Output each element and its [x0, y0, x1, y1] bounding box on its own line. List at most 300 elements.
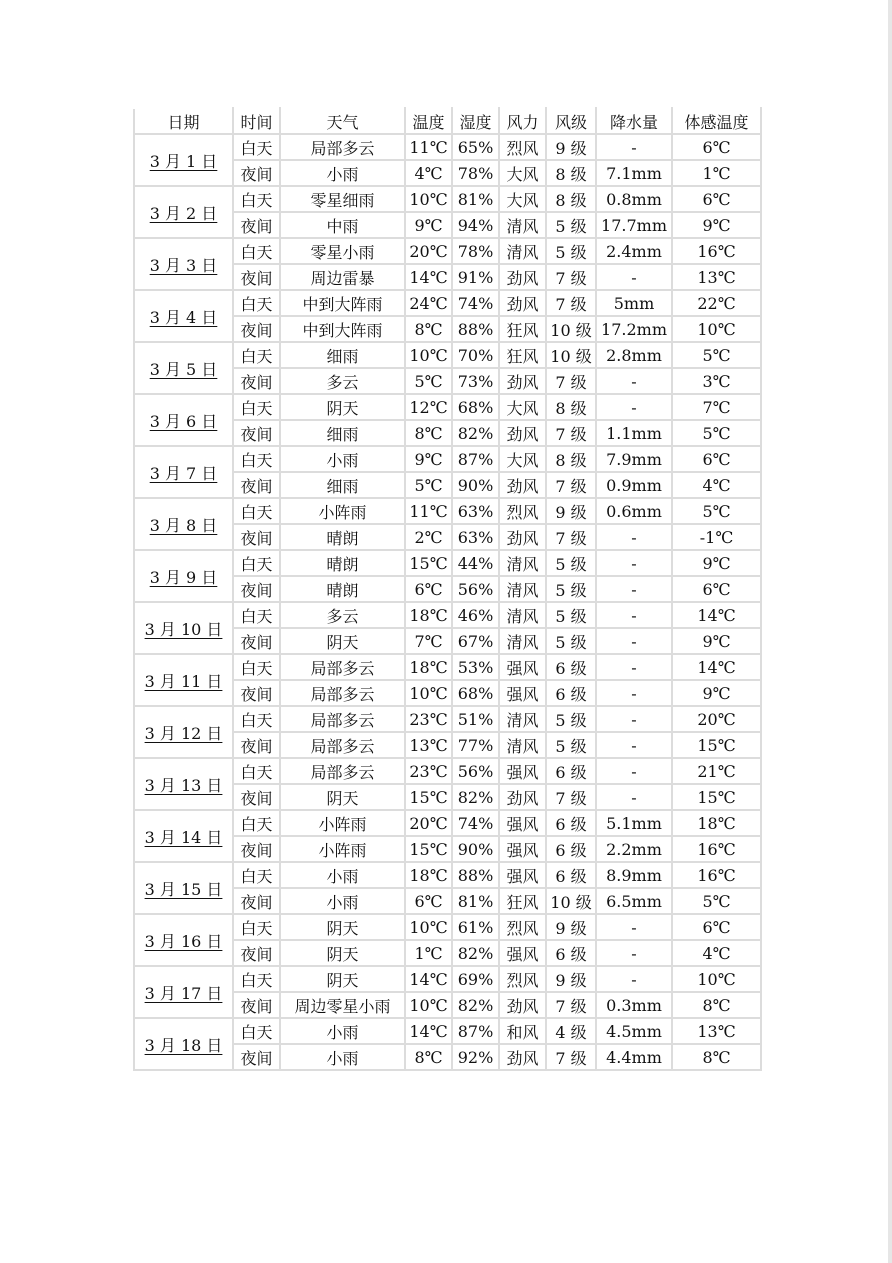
table-row [134, 290, 761, 316]
humidity-cell: 88% [452, 316, 499, 342]
wind-cell: 劲风 [499, 1044, 546, 1070]
wind-level-cell: 4 级 [546, 1018, 596, 1044]
date-link: 3 月 2 日 [149, 203, 218, 223]
date-link: 3 月 11 日 [144, 671, 223, 691]
wind-level-cell: 8 级 [546, 160, 596, 186]
wind-level-cell: 10 级 [546, 316, 596, 342]
temperature-cell: 18℃ [405, 862, 452, 888]
precipitation-cell: - [596, 706, 672, 732]
temperature-cell: 6℃ [405, 576, 452, 602]
wind-cell: 强风 [499, 810, 546, 836]
temperature-cell: 20℃ [405, 810, 452, 836]
date-link: 3 月 10 日 [144, 619, 223, 639]
weather-condition-cell: 小阵雨 [280, 498, 405, 524]
wind-level-cell: 5 级 [546, 238, 596, 264]
feels-like-cell: 14℃ [672, 654, 761, 680]
wind-cell: 强风 [499, 758, 546, 784]
wind-level-cell: 9 级 [546, 914, 596, 940]
wind-level-cell: 7 级 [546, 368, 596, 394]
wind-cell: 清风 [499, 706, 546, 732]
humidity-cell: 81% [452, 186, 499, 212]
date-cell [134, 862, 233, 914]
wind-level-cell: 8 级 [546, 186, 596, 212]
period-time-cell: 白天 [233, 654, 280, 680]
period-time-cell: 白天 [233, 498, 280, 524]
precipitation-cell: 4.5mm [596, 1018, 672, 1044]
date-link: 3 月 16 日 [144, 931, 223, 951]
precipitation-cell: - [596, 680, 672, 706]
wind-cell: 烈风 [499, 914, 546, 940]
table-row [134, 134, 761, 160]
date-link: 3 月 7 日 [149, 463, 218, 483]
precipitation-cell: 5.1mm [596, 810, 672, 836]
header-time: 时间 [233, 108, 280, 134]
feels-like-cell: 21℃ [672, 758, 761, 784]
wind-level-cell: 6 级 [546, 836, 596, 862]
date-cell [134, 290, 233, 342]
humidity-cell: 92% [452, 1044, 499, 1070]
humidity-cell: 67% [452, 628, 499, 654]
wind-cell: 清风 [499, 732, 546, 758]
wind-cell: 大风 [499, 394, 546, 420]
wind-level-cell: 7 级 [546, 784, 596, 810]
weather-condition-cell: 小雨 [280, 446, 405, 472]
feels-like-cell: 6℃ [672, 914, 761, 940]
date-link: 3 月 3 日 [149, 255, 218, 275]
wind-cell: 狂风 [499, 342, 546, 368]
humidity-cell: 73% [452, 368, 499, 394]
date-link: 3 月 17 日 [144, 983, 223, 1003]
humidity-cell: 81% [452, 888, 499, 914]
humidity-cell: 91% [452, 264, 499, 290]
temperature-cell: 15℃ [405, 550, 452, 576]
wind-level-cell: 5 级 [546, 602, 596, 628]
temperature-cell: 24℃ [405, 290, 452, 316]
feels-like-cell: 16℃ [672, 862, 761, 888]
wind-level-cell: 8 级 [546, 394, 596, 420]
weather-condition-cell: 局部多云 [280, 758, 405, 784]
feels-like-cell: 3℃ [672, 368, 761, 394]
table-row [134, 186, 761, 212]
wind-cell: 清风 [499, 628, 546, 654]
weather-table [133, 107, 762, 1071]
feels-like-cell: 4℃ [672, 472, 761, 498]
wind-level-cell: 8 级 [546, 446, 596, 472]
feels-like-cell: 9℃ [672, 550, 761, 576]
temperature-cell: 14℃ [405, 264, 452, 290]
temperature-cell: 13℃ [405, 732, 452, 758]
humidity-cell: 56% [452, 576, 499, 602]
humidity-cell: 65% [452, 134, 499, 160]
period-time-cell: 白天 [233, 914, 280, 940]
temperature-cell: 20℃ [405, 238, 452, 264]
table-row [134, 342, 761, 368]
precipitation-cell: 6.5mm [596, 888, 672, 914]
temperature-cell: 18℃ [405, 654, 452, 680]
temperature-cell: 15℃ [405, 836, 452, 862]
wind-cell: 劲风 [499, 264, 546, 290]
period-time-cell: 夜间 [233, 160, 280, 186]
wind-cell: 强风 [499, 862, 546, 888]
table-row [134, 966, 761, 992]
weather-condition-cell: 小雨 [280, 160, 405, 186]
wind-level-cell: 5 级 [546, 706, 596, 732]
weather-condition-cell: 中到大阵雨 [280, 316, 405, 342]
feels-like-cell: 6℃ [672, 134, 761, 160]
precipitation-cell: 2.8mm [596, 342, 672, 368]
wind-level-cell: 6 级 [546, 810, 596, 836]
period-time-cell: 白天 [233, 758, 280, 784]
date-cell [134, 654, 233, 706]
temperature-cell: 10℃ [405, 680, 452, 706]
precipitation-cell: 0.6mm [596, 498, 672, 524]
table-row [134, 862, 761, 888]
wind-level-cell: 7 级 [546, 992, 596, 1018]
temperature-cell: 9℃ [405, 446, 452, 472]
wind-level-cell: 5 级 [546, 732, 596, 758]
period-time-cell: 白天 [233, 810, 280, 836]
temperature-cell: 4℃ [405, 160, 452, 186]
weather-condition-cell: 晴朗 [280, 524, 405, 550]
date-cell [134, 498, 233, 550]
period-time-cell: 白天 [233, 186, 280, 212]
period-time-cell: 夜间 [233, 836, 280, 862]
wind-cell: 清风 [499, 212, 546, 238]
table-row [134, 238, 761, 264]
humidity-cell: 61% [452, 914, 499, 940]
weather-condition-cell: 小雨 [280, 888, 405, 914]
weather-condition-cell: 阴天 [280, 628, 405, 654]
date-link: 3 月 4 日 [149, 307, 218, 327]
weather-condition-cell: 阴天 [280, 394, 405, 420]
humidity-cell: 82% [452, 940, 499, 966]
weather-condition-cell: 阴天 [280, 784, 405, 810]
weather-condition-cell: 多云 [280, 602, 405, 628]
precipitation-cell: 0.3mm [596, 992, 672, 1018]
wind-cell: 清风 [499, 602, 546, 628]
weather-condition-cell: 局部多云 [280, 706, 405, 732]
date-cell [134, 446, 233, 498]
date-cell [134, 758, 233, 810]
temperature-cell: 8℃ [405, 316, 452, 342]
wind-cell: 劲风 [499, 368, 546, 394]
temperature-cell: 9℃ [405, 212, 452, 238]
humidity-cell: 69% [452, 966, 499, 992]
period-time-cell: 夜间 [233, 888, 280, 914]
weather-condition-cell: 零星细雨 [280, 186, 405, 212]
precipitation-cell: 0.9mm [596, 472, 672, 498]
temperature-cell: 11℃ [405, 134, 452, 160]
table-row [134, 706, 761, 732]
header-date: 日期 [134, 108, 233, 134]
temperature-cell: 2℃ [405, 524, 452, 550]
wind-level-cell: 6 级 [546, 654, 596, 680]
wind-cell: 烈风 [499, 134, 546, 160]
period-time-cell: 白天 [233, 238, 280, 264]
temperature-cell: 8℃ [405, 1044, 452, 1070]
temperature-cell: 23℃ [405, 758, 452, 784]
weather-condition-cell: 细雨 [280, 342, 405, 368]
feels-like-cell: 6℃ [672, 446, 761, 472]
feels-like-cell: 20℃ [672, 706, 761, 732]
temperature-cell: 10℃ [405, 186, 452, 212]
period-time-cell: 夜间 [233, 1044, 280, 1070]
weather-condition-cell: 阴天 [280, 966, 405, 992]
precipitation-cell: - [596, 940, 672, 966]
feels-like-cell: 8℃ [672, 1044, 761, 1070]
wind-level-cell: 6 级 [546, 758, 596, 784]
date-cell [134, 914, 233, 966]
precipitation-cell: 17.2mm [596, 316, 672, 342]
feels-like-cell: 6℃ [672, 186, 761, 212]
humidity-cell: 46% [452, 602, 499, 628]
humidity-cell: 63% [452, 524, 499, 550]
temperature-cell: 15℃ [405, 784, 452, 810]
feels-like-cell: 8℃ [672, 992, 761, 1018]
wind-cell: 大风 [499, 446, 546, 472]
temperature-cell: 7℃ [405, 628, 452, 654]
weather-condition-cell: 小阵雨 [280, 810, 405, 836]
table-row [134, 914, 761, 940]
weather-condition-cell: 局部多云 [280, 732, 405, 758]
wind-cell: 清风 [499, 550, 546, 576]
wind-level-cell: 6 级 [546, 680, 596, 706]
period-time-cell: 夜间 [233, 732, 280, 758]
wind-level-cell: 7 级 [546, 524, 596, 550]
wind-level-cell: 6 级 [546, 940, 596, 966]
period-time-cell: 白天 [233, 706, 280, 732]
weather-condition-cell: 局部多云 [280, 654, 405, 680]
wind-cell: 和风 [499, 1018, 546, 1044]
wind-cell: 劲风 [499, 420, 546, 446]
precipitation-cell: - [596, 602, 672, 628]
weather-condition-cell: 周边零星小雨 [280, 992, 405, 1018]
humidity-cell: 78% [452, 160, 499, 186]
date-cell [134, 602, 233, 654]
humidity-cell: 63% [452, 498, 499, 524]
date-link: 3 月 14 日 [144, 827, 223, 847]
humidity-cell: 88% [452, 862, 499, 888]
date-link: 3 月 15 日 [144, 879, 223, 899]
feels-like-cell: 7℃ [672, 394, 761, 420]
precipitation-cell: - [596, 264, 672, 290]
date-cell [134, 342, 233, 394]
temperature-cell: 5℃ [405, 368, 452, 394]
wind-cell: 强风 [499, 940, 546, 966]
period-time-cell: 夜间 [233, 680, 280, 706]
wind-level-cell: 10 级 [546, 888, 596, 914]
feels-like-cell: 5℃ [672, 888, 761, 914]
temperature-cell: 12℃ [405, 394, 452, 420]
table-row [134, 498, 761, 524]
weather-condition-cell: 中雨 [280, 212, 405, 238]
precipitation-cell: - [596, 732, 672, 758]
temperature-cell: 10℃ [405, 914, 452, 940]
precipitation-cell: 4.4mm [596, 1044, 672, 1070]
table-row [134, 758, 761, 784]
wind-level-cell: 7 级 [546, 290, 596, 316]
table-row [134, 602, 761, 628]
date-cell [134, 1018, 233, 1070]
feels-like-cell: 10℃ [672, 316, 761, 342]
period-time-cell: 夜间 [233, 472, 280, 498]
wind-level-cell: 5 级 [546, 550, 596, 576]
wind-level-cell: 7 级 [546, 264, 596, 290]
date-cell [134, 706, 233, 758]
temperature-cell: 18℃ [405, 602, 452, 628]
wind-level-cell: 9 级 [546, 966, 596, 992]
humidity-cell: 77% [452, 732, 499, 758]
period-time-cell: 夜间 [233, 524, 280, 550]
period-time-cell: 白天 [233, 446, 280, 472]
feels-like-cell: 5℃ [672, 342, 761, 368]
period-time-cell: 夜间 [233, 368, 280, 394]
feels-like-cell: 10℃ [672, 966, 761, 992]
weather-condition-cell: 细雨 [280, 472, 405, 498]
feels-like-cell: 1℃ [672, 160, 761, 186]
wind-cell: 强风 [499, 680, 546, 706]
weather-condition-cell: 零星小雨 [280, 238, 405, 264]
feels-like-cell: 18℃ [672, 810, 761, 836]
weather-condition-cell: 细雨 [280, 420, 405, 446]
header-humidity: 湿度 [452, 108, 499, 134]
temperature-cell: 5℃ [405, 472, 452, 498]
precipitation-cell: - [596, 784, 672, 810]
feels-like-cell: 14℃ [672, 602, 761, 628]
header-temperature: 温度 [405, 108, 452, 134]
weather-condition-cell: 阴天 [280, 914, 405, 940]
header-wind: 风力 [499, 108, 546, 134]
precipitation-cell: - [596, 550, 672, 576]
wind-level-cell: 9 级 [546, 134, 596, 160]
feels-like-cell: 5℃ [672, 420, 761, 446]
period-time-cell: 白天 [233, 550, 280, 576]
precipitation-cell: - [596, 758, 672, 784]
period-time-cell: 白天 [233, 394, 280, 420]
temperature-cell: 14℃ [405, 966, 452, 992]
wind-cell: 狂风 [499, 316, 546, 342]
temperature-cell: 23℃ [405, 706, 452, 732]
weather-table-body [134, 134, 761, 1070]
humidity-cell: 87% [452, 1018, 499, 1044]
wind-level-cell: 5 级 [546, 212, 596, 238]
period-time-cell: 夜间 [233, 784, 280, 810]
precipitation-cell: 7.1mm [596, 160, 672, 186]
page-edge-shadow [888, 0, 892, 1263]
wind-cell: 清风 [499, 576, 546, 602]
humidity-cell: 90% [452, 472, 499, 498]
precipitation-cell: - [596, 368, 672, 394]
weather-condition-cell: 小雨 [280, 1044, 405, 1070]
wind-cell: 强风 [499, 836, 546, 862]
precipitation-cell: - [596, 134, 672, 160]
temperature-cell: 1℃ [405, 940, 452, 966]
temperature-cell: 8℃ [405, 420, 452, 446]
date-cell [134, 394, 233, 446]
humidity-cell: 70% [452, 342, 499, 368]
weather-condition-cell: 小阵雨 [280, 836, 405, 862]
feels-like-cell: 6℃ [672, 576, 761, 602]
humidity-cell: 74% [452, 810, 499, 836]
period-time-cell: 夜间 [233, 316, 280, 342]
wind-cell: 劲风 [499, 524, 546, 550]
date-cell [134, 810, 233, 862]
feels-like-cell: 15℃ [672, 784, 761, 810]
date-cell [134, 186, 233, 238]
table-row [134, 654, 761, 680]
wind-cell: 大风 [499, 160, 546, 186]
precipitation-cell: 2.4mm [596, 238, 672, 264]
period-time-cell: 夜间 [233, 212, 280, 238]
wind-cell: 劲风 [499, 290, 546, 316]
temperature-cell: 14℃ [405, 1018, 452, 1044]
precipitation-cell: 0.8mm [596, 186, 672, 212]
period-time-cell: 白天 [233, 862, 280, 888]
header-feels-like: 体感温度 [672, 108, 761, 134]
feels-like-cell: 13℃ [672, 264, 761, 290]
period-time-cell: 夜间 [233, 420, 280, 446]
precipitation-cell: 2.2mm [596, 836, 672, 862]
wind-level-cell: 7 级 [546, 420, 596, 446]
feels-like-cell: 9℃ [672, 628, 761, 654]
weather-condition-cell: 小雨 [280, 1018, 405, 1044]
feels-like-cell: 16℃ [672, 836, 761, 862]
humidity-cell: 56% [452, 758, 499, 784]
header-weather: 天气 [280, 108, 405, 134]
precipitation-cell: 8.9mm [596, 862, 672, 888]
wind-cell: 烈风 [499, 498, 546, 524]
period-time-cell: 夜间 [233, 992, 280, 1018]
date-link: 3 月 1 日 [149, 151, 218, 171]
precipitation-cell: - [596, 966, 672, 992]
wind-cell: 劲风 [499, 992, 546, 1018]
precipitation-cell: 17.7mm [596, 212, 672, 238]
wind-level-cell: 5 级 [546, 628, 596, 654]
precipitation-cell: 5mm [596, 290, 672, 316]
temperature-cell: 10℃ [405, 992, 452, 1018]
weather-condition-cell: 多云 [280, 368, 405, 394]
period-time-cell: 白天 [233, 602, 280, 628]
weather-condition-cell: 晴朗 [280, 550, 405, 576]
feels-like-cell: 15℃ [672, 732, 761, 758]
feels-like-cell: 5℃ [672, 498, 761, 524]
weather-condition-cell: 中到大阵雨 [280, 290, 405, 316]
humidity-cell: 90% [452, 836, 499, 862]
wind-cell: 烈风 [499, 966, 546, 992]
date-link: 3 月 12 日 [144, 723, 223, 743]
feels-like-cell: 9℃ [672, 212, 761, 238]
table-row [134, 810, 761, 836]
humidity-cell: 44% [452, 550, 499, 576]
period-time-cell: 夜间 [233, 940, 280, 966]
feels-like-cell: 4℃ [672, 940, 761, 966]
temperature-cell: 6℃ [405, 888, 452, 914]
precipitation-cell: - [596, 576, 672, 602]
wind-cell: 劲风 [499, 784, 546, 810]
wind-cell: 大风 [499, 186, 546, 212]
humidity-cell: 94% [452, 212, 499, 238]
humidity-cell: 87% [452, 446, 499, 472]
wind-level-cell: 7 级 [546, 1044, 596, 1070]
table-row [134, 394, 761, 420]
precipitation-cell: - [596, 654, 672, 680]
period-time-cell: 夜间 [233, 576, 280, 602]
date-cell [134, 550, 233, 602]
precipitation-cell: - [596, 914, 672, 940]
wind-cell: 清风 [499, 238, 546, 264]
period-time-cell: 白天 [233, 134, 280, 160]
date-link: 3 月 8 日 [149, 515, 218, 535]
